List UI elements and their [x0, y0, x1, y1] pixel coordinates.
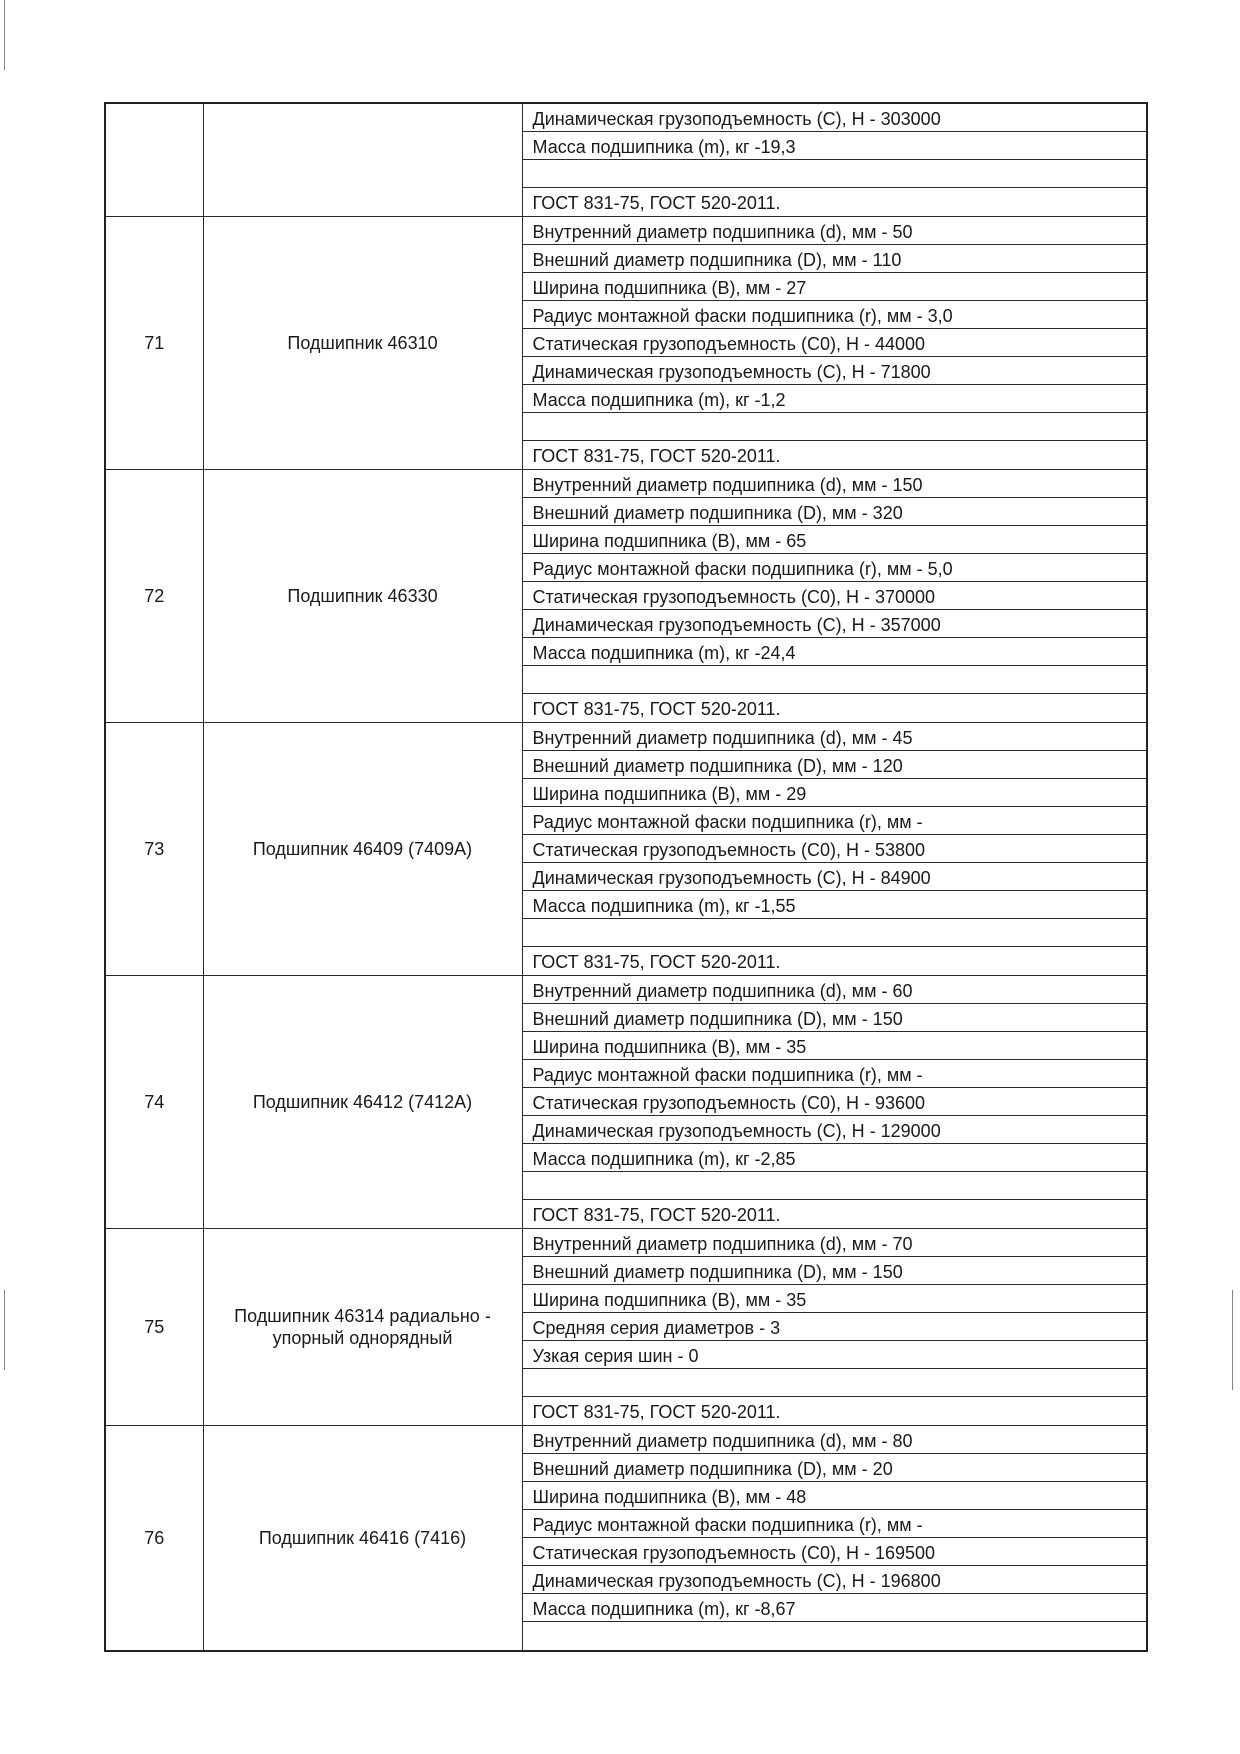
- table-row: [105, 470, 1147, 723]
- table-row: [105, 103, 1147, 217]
- spec-line: Динамическая грузоподъемность (С), Н - 129000: [523, 1116, 1147, 1144]
- spec-line: Внутренний диаметр подшипника (d), мм - 50: [523, 217, 1147, 245]
- spec-line: Масса подшипника (m), кг -1,55: [523, 891, 1147, 919]
- spec-line: Внутренний диаметр подшипника (d), мм - 70: [523, 1229, 1147, 1257]
- spec-line: Статическая грузоподъемность (С0), Н - 53800: [523, 835, 1147, 863]
- spec-line: [523, 1172, 1147, 1200]
- spec-cell: [522, 217, 1147, 470]
- spec-line: Узкая серия шин - 0: [523, 1341, 1147, 1369]
- spec-line: ГОСТ 831-75, ГОСТ 520-2011.: [532, 699, 781, 719]
- spec-line: Радиус монтажной фаски подшипника (r), мм -: [523, 1510, 1147, 1538]
- scan-edge-mark: [4, 1290, 5, 1370]
- spec-line: Ширина подшипника (В), мм - 29: [523, 779, 1147, 807]
- spec-line: Внутренний диаметр подшипника (d), мм - 80: [523, 1426, 1147, 1454]
- spec-line: Динамическая грузоподъемность (С), Н - 303000: [523, 104, 1147, 132]
- spec-line: Внешний диаметр подшипника (D), мм - 320: [523, 498, 1147, 526]
- table-row: [105, 976, 1147, 1229]
- spec-line: Статическая грузоподъемность (С0), Н - 44000: [523, 329, 1147, 357]
- spec-line: [523, 1622, 1147, 1650]
- scan-edge-mark: [1232, 1290, 1233, 1390]
- row-number: 75: [105, 1229, 203, 1426]
- spec-line: Радиус монтажной фаски подшипника (r), мм -: [523, 1060, 1147, 1088]
- spec-line: Динамическая грузоподъемность (С), Н - 196800: [523, 1566, 1147, 1594]
- spec-line: [523, 919, 1147, 947]
- spec-line: Внутренний диаметр подшипника (d), мм - 60: [523, 976, 1147, 1004]
- spec-line: Радиус монтажной фаски подшипника (r), мм -: [523, 807, 1147, 835]
- spec-line: Внутренний диаметр подшипника (d), мм - 150: [523, 470, 1147, 498]
- scan-edge-mark: [4, 0, 5, 70]
- spec-line: [523, 160, 1147, 188]
- bearing-spec-table: [104, 102, 1148, 1652]
- spec-line: ГОСТ 831-75, ГОСТ 520-2011.: [532, 1402, 781, 1422]
- product-name: Подшипник 46310: [203, 217, 522, 470]
- spec-line: Внешний диаметр подшипника (D), мм - 150: [523, 1004, 1147, 1032]
- table-row: [105, 723, 1147, 976]
- row-number: [105, 103, 203, 217]
- spec-line: [523, 1369, 1147, 1397]
- spec-line: [523, 413, 1147, 441]
- table-row: [105, 217, 1147, 470]
- row-number: 73: [105, 723, 203, 976]
- product-name: Подшипник 46330: [203, 470, 522, 723]
- spec-cell: [522, 723, 1147, 976]
- spec-line: ГОСТ 831-75, ГОСТ 520-2011.: [532, 952, 781, 972]
- row-number: 74: [105, 976, 203, 1229]
- spec-line: Внешний диаметр подшипника (D), мм - 20: [523, 1454, 1147, 1482]
- spec-line: Внешний диаметр подшипника (D), мм - 120: [523, 751, 1147, 779]
- spec-line: Внешний диаметр подшипника (D), мм - 150: [523, 1257, 1147, 1285]
- spec-line: ГОСТ 831-75, ГОСТ 520-2011.: [532, 1205, 781, 1225]
- row-number: 76: [105, 1426, 203, 1652]
- table-body: [105, 103, 1147, 1651]
- spec-line: Ширина подшипника (В), мм - 35: [523, 1285, 1147, 1313]
- spec-line: Внутренний диаметр подшипника (d), мм - 45: [523, 723, 1147, 751]
- spec-line: ГОСТ 831-75, ГОСТ 520-2011.: [532, 446, 781, 466]
- row-number: 71: [105, 217, 203, 470]
- spec-line: Динамическая грузоподъемность (С), Н - 71800: [523, 357, 1147, 385]
- spec-line: Ширина подшипника (В), мм - 65: [523, 526, 1147, 554]
- table-row: [105, 1426, 1147, 1652]
- spec-line: Динамическая грузоподъемность (С), Н - 357000: [523, 610, 1147, 638]
- spec-line: Масса подшипника (m), кг -24,4: [523, 638, 1147, 666]
- spec-line: Статическая грузоподъемность (С0), Н - 370000: [523, 582, 1147, 610]
- spec-line: Радиус монтажной фаски подшипника (r), мм - 3,0: [523, 301, 1147, 329]
- product-name: Подшипник 46416 (7416): [203, 1426, 522, 1652]
- spec-line: Масса подшипника (m), кг -8,67: [523, 1594, 1147, 1622]
- spec-line: Ширина подшипника (В), мм - 35: [523, 1032, 1147, 1060]
- spec-cell: [522, 103, 1147, 217]
- spec-line: Ширина подшипника (В), мм - 27: [523, 273, 1147, 301]
- spec-line: [523, 666, 1147, 694]
- spec-cell: [522, 470, 1147, 723]
- spec-cell: [522, 1426, 1147, 1652]
- product-name: Подшипник 46409 (7409А): [203, 723, 522, 976]
- spec-line: Статическая грузоподъемность (С0), Н - 169500: [523, 1538, 1147, 1566]
- product-name: [203, 103, 522, 217]
- spec-line: Радиус монтажной фаски подшипника (r), мм - 5,0: [523, 554, 1147, 582]
- product-name: Подшипник 46412 (7412А): [203, 976, 522, 1229]
- spec-cell: [522, 976, 1147, 1229]
- spec-cell: [522, 1229, 1147, 1426]
- table-row: [105, 1229, 1147, 1426]
- spec-line: Средняя серия диаметров - 3: [523, 1313, 1147, 1341]
- spec-line: Масса подшипника (m), кг -1,2: [523, 385, 1147, 413]
- spec-line: Масса подшипника (m), кг -19,3: [523, 132, 1147, 160]
- product-name: Подшипник 46314 радиально - упорный однорядный: [203, 1229, 522, 1426]
- spec-line: ГОСТ 831-75, ГОСТ 520-2011.: [532, 193, 781, 213]
- spec-line: Статическая грузоподъемность (С0), Н - 93600: [523, 1088, 1147, 1116]
- spec-line: Ширина подшипника (В), мм - 48: [523, 1482, 1147, 1510]
- spec-line: Внешний диаметр подшипника (D), мм - 110: [523, 245, 1147, 273]
- row-number: 72: [105, 470, 203, 723]
- spec-line: Масса подшипника (m), кг -2,85: [523, 1144, 1147, 1172]
- spec-line: Динамическая грузоподъемность (С), Н - 84900: [523, 863, 1147, 891]
